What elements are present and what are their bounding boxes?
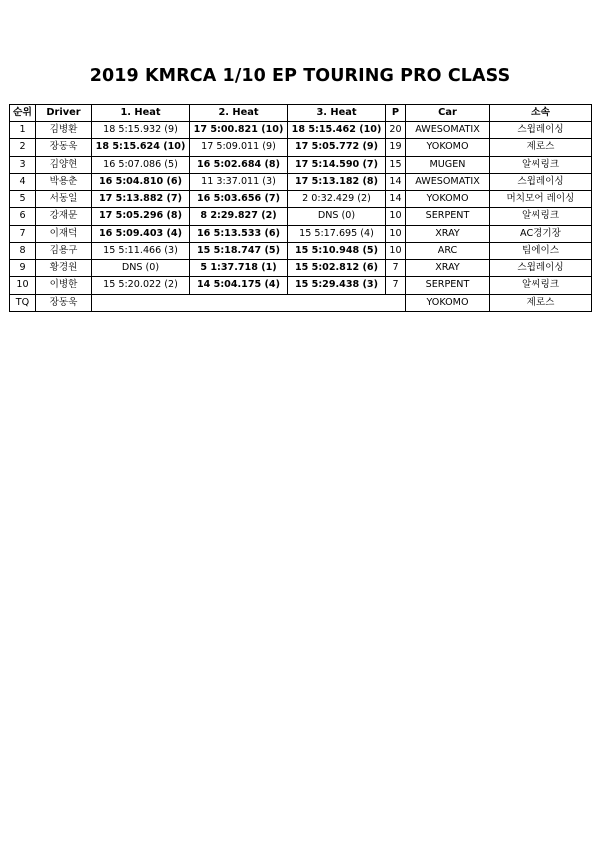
tq-team: 제로스 [490, 294, 592, 311]
header-row [10, 105, 592, 122]
team-cell: 스윕레이싱 [490, 173, 592, 191]
heat-1-cell: 16 5:04.810 (6) [92, 173, 190, 191]
header-rank: 순위 [10, 105, 36, 122]
table-row [10, 122, 592, 139]
table-row [10, 191, 592, 208]
table-row [10, 242, 592, 260]
team-cell: 스윕레이싱 [490, 260, 592, 277]
points-cell: 19 [386, 139, 406, 157]
rank-cell: 7 [10, 225, 36, 242]
team-cell: 팀에이스 [490, 242, 592, 260]
heat-2-cell: 8 2:29.827 (2) [190, 208, 288, 226]
table-row [10, 173, 592, 191]
heat-1-cell: 17 5:05.296 (8) [92, 208, 190, 226]
team-cell: 알씨링크 [490, 277, 592, 295]
driver-cell: 박용춘 [36, 173, 92, 191]
car-cell: ARC [406, 242, 490, 260]
points-cell: 14 [386, 191, 406, 208]
heat-3-cell: 2 0:32.429 (2) [288, 191, 386, 208]
heat-2-cell: 15 5:18.747 (5) [190, 242, 288, 260]
heat-2-cell: 5 1:37.718 (1) [190, 260, 288, 277]
driver-cell: 이병한 [36, 277, 92, 295]
team-cell: 머치모어 레이싱 [490, 191, 592, 208]
driver-cell: 이재덕 [36, 225, 92, 242]
points-cell: 10 [386, 208, 406, 226]
heat-1-cell: 16 5:07.086 (5) [92, 156, 190, 173]
tq-empty-cell [92, 294, 406, 311]
team-cell: 스윕레이싱 [490, 122, 592, 139]
header-heat-2: 2. Heat [190, 105, 288, 122]
driver-cell: 강재문 [36, 208, 92, 226]
heat-3-cell: 17 5:13.182 (8) [288, 173, 386, 191]
tq-rank: TQ [10, 294, 36, 311]
heat-3-cell: 17 5:05.772 (9) [288, 139, 386, 157]
results-table [9, 104, 592, 312]
header-team: 소속 [490, 105, 592, 122]
tq-row [10, 294, 592, 311]
car-cell: AWESOMATIX [406, 173, 490, 191]
team-cell: 알씨링크 [490, 156, 592, 173]
car-cell: MUGEN [406, 156, 490, 173]
header-heat-1: 1. Heat [92, 105, 190, 122]
rank-cell: 2 [10, 139, 36, 157]
heat-1-cell: DNS (0) [92, 260, 190, 277]
header-car: Car [406, 105, 490, 122]
driver-cell: 황경원 [36, 260, 92, 277]
heat-2-cell: 16 5:13.533 (6) [190, 225, 288, 242]
points-cell: 14 [386, 173, 406, 191]
heat-1-cell: 15 5:11.466 (3) [92, 242, 190, 260]
car-cell: YOKOMO [406, 191, 490, 208]
car-cell: SERPENT [406, 208, 490, 226]
rank-cell: 10 [10, 277, 36, 295]
table-row [10, 139, 592, 157]
car-cell: XRAY [406, 260, 490, 277]
driver-cell: 김용구 [36, 242, 92, 260]
heat-2-cell: 14 5:04.175 (4) [190, 277, 288, 295]
driver-cell: 김병환 [36, 122, 92, 139]
heat-3-cell: 15 5:29.438 (3) [288, 277, 386, 295]
table-row [10, 156, 592, 173]
header-heat-3: 3. Heat [288, 105, 386, 122]
heat-2-cell: 16 5:03.656 (7) [190, 191, 288, 208]
team-cell: 제로스 [490, 139, 592, 157]
heat-2-cell: 17 5:00.821 (10) [190, 122, 288, 139]
car-cell: AWESOMATIX [406, 122, 490, 139]
table-row [10, 277, 592, 295]
table-row [10, 260, 592, 277]
points-cell: 20 [386, 122, 406, 139]
heat-1-cell: 18 5:15.932 (9) [92, 122, 190, 139]
team-cell: 알씨링크 [490, 208, 592, 226]
tq-driver: 장동욱 [36, 294, 92, 311]
heat-1-cell: 18 5:15.624 (10) [92, 139, 190, 157]
header-driver: Driver [36, 105, 92, 122]
rank-cell: 9 [10, 260, 36, 277]
rank-cell: 1 [10, 122, 36, 139]
points-cell: 10 [386, 242, 406, 260]
heat-2-cell: 16 5:02.684 (8) [190, 156, 288, 173]
driver-cell: 서동일 [36, 191, 92, 208]
car-cell: XRAY [406, 225, 490, 242]
tq-car: YOKOMO [406, 294, 490, 311]
points-cell: 10 [386, 225, 406, 242]
heat-1-cell: 17 5:13.882 (7) [92, 191, 190, 208]
heat-3-cell: 15 5:02.812 (6) [288, 260, 386, 277]
rank-cell: 5 [10, 191, 36, 208]
rank-cell: 4 [10, 173, 36, 191]
points-cell: 7 [386, 260, 406, 277]
heat-3-cell: 17 5:14.590 (7) [288, 156, 386, 173]
page-title: 2019 KMRCA 1/10 EP TOURING PRO CLASS [89, 66, 511, 86]
rank-cell: 3 [10, 156, 36, 173]
rank-cell: 6 [10, 208, 36, 226]
team-cell: AC경기장 [490, 225, 592, 242]
driver-cell: 김양현 [36, 156, 92, 173]
heat-2-cell: 11 3:37.011 (3) [190, 173, 288, 191]
heat-3-cell: 15 5:17.695 (4) [288, 225, 386, 242]
heat-2-cell: 17 5:09.011 (9) [190, 139, 288, 157]
car-cell: YOKOMO [406, 139, 490, 157]
heat-3-cell: 15 5:10.948 (5) [288, 242, 386, 260]
table-row [10, 208, 592, 226]
driver-cell: 장동욱 [36, 139, 92, 157]
heat-1-cell: 15 5:20.022 (2) [92, 277, 190, 295]
points-cell: 15 [386, 156, 406, 173]
points-cell: 7 [386, 277, 406, 295]
car-cell: SERPENT [406, 277, 490, 295]
rank-cell: 8 [10, 242, 36, 260]
header-points: P [386, 105, 406, 122]
table-row [10, 225, 592, 242]
heat-3-cell: DNS (0) [288, 208, 386, 226]
heat-1-cell: 16 5:09.403 (4) [92, 225, 190, 242]
heat-3-cell: 18 5:15.462 (10) [288, 122, 386, 139]
